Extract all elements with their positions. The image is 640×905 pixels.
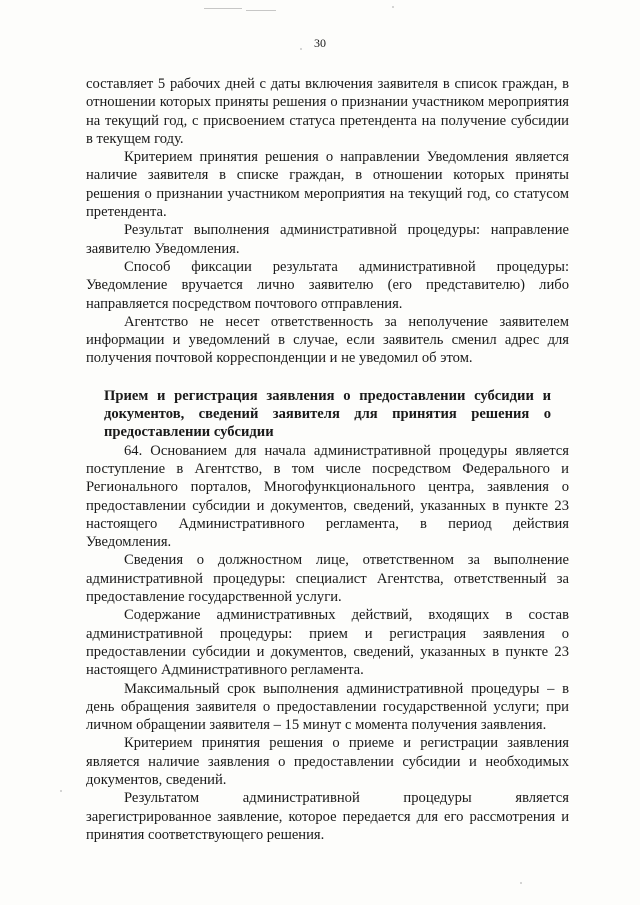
paragraph: Способ фиксации результата административной процедуры: Уведомление вручается лично заявителю (его представителю) либо направляется посредством почтового отправления. (86, 258, 569, 312)
scan-artifact (204, 8, 242, 9)
paragraph: Сведения о должностном лице, ответственном за выполнение административной процедуры: специалист Агентства, ответственный за предоставление государственной услуги. (86, 552, 569, 606)
scan-artifact (60, 790, 62, 792)
scan-artifact (392, 6, 394, 8)
paragraph: Результатом административной процедуры является зарегистрированное заявление, которое передается для его рассмотрения и принятия соответствующего решения. (86, 790, 569, 843)
paragraph: 64. Основанием для начала административной процедуры является поступление в Агентство, в том числе посредством Федерального и Регионального порталов, Многофункционального центра, заявления о предоставлении субсидии и документов, сведений, указанных в пункте 23 настоящего Административного регламента, в период действия Уведомления. (86, 442, 569, 551)
paragraph: Результат выполнения административной процедуры: направление заявителю Уведомления. (86, 222, 569, 257)
paragraph: Критерием принятия решения о приеме и регистрации заявления является наличие заявления о предоставлении субсидии и необходимых документов, сведений. (86, 735, 569, 788)
section-heading: Прием и регистрация заявления о предоставлении субсидии и документов, сведений заявителя для принятия решения о предоставлении субсидии (104, 387, 551, 441)
paragraph: Содержание административных действий, входящих в состав административной процедуры: прием и регистрация заявления о предоставлении субсидии и документов, сведений, указанных в пункте 23 настоящего Административного регламента. (86, 607, 569, 679)
document-body (86, 75, 569, 844)
scan-artifact (520, 882, 522, 884)
paragraph: Критерием принятия решения о направлении Уведомления является наличие заявителя в списке граждан, в отношении которых приняты решения о признании участником мероприятия на текущий год, со статусом претендента. (86, 149, 569, 221)
page-number: 30 (314, 36, 326, 50)
scan-artifact (246, 10, 276, 11)
paragraph: Максимальный срок выполнения административной процедуры – в день обращения заявителя о предоставлении государственной услуги; при личном обращении заявителя – 15 минут с момента получения заявления. (86, 680, 569, 734)
paragraph: составляет 5 рабочих дней с даты включения заявителя в список граждан, в отношении которых приняты решения о признании участником мероприятия на текущий год, с присвоением статуса претендента на получение субсидии в текущем году. (86, 76, 569, 147)
paragraph: Агентство не несет ответственность за неполучение заявителем информации и уведомлений в случае, если заявитель сменил адрес для получения почтовой корреспонденции и не уведомил об этом. (86, 313, 569, 367)
